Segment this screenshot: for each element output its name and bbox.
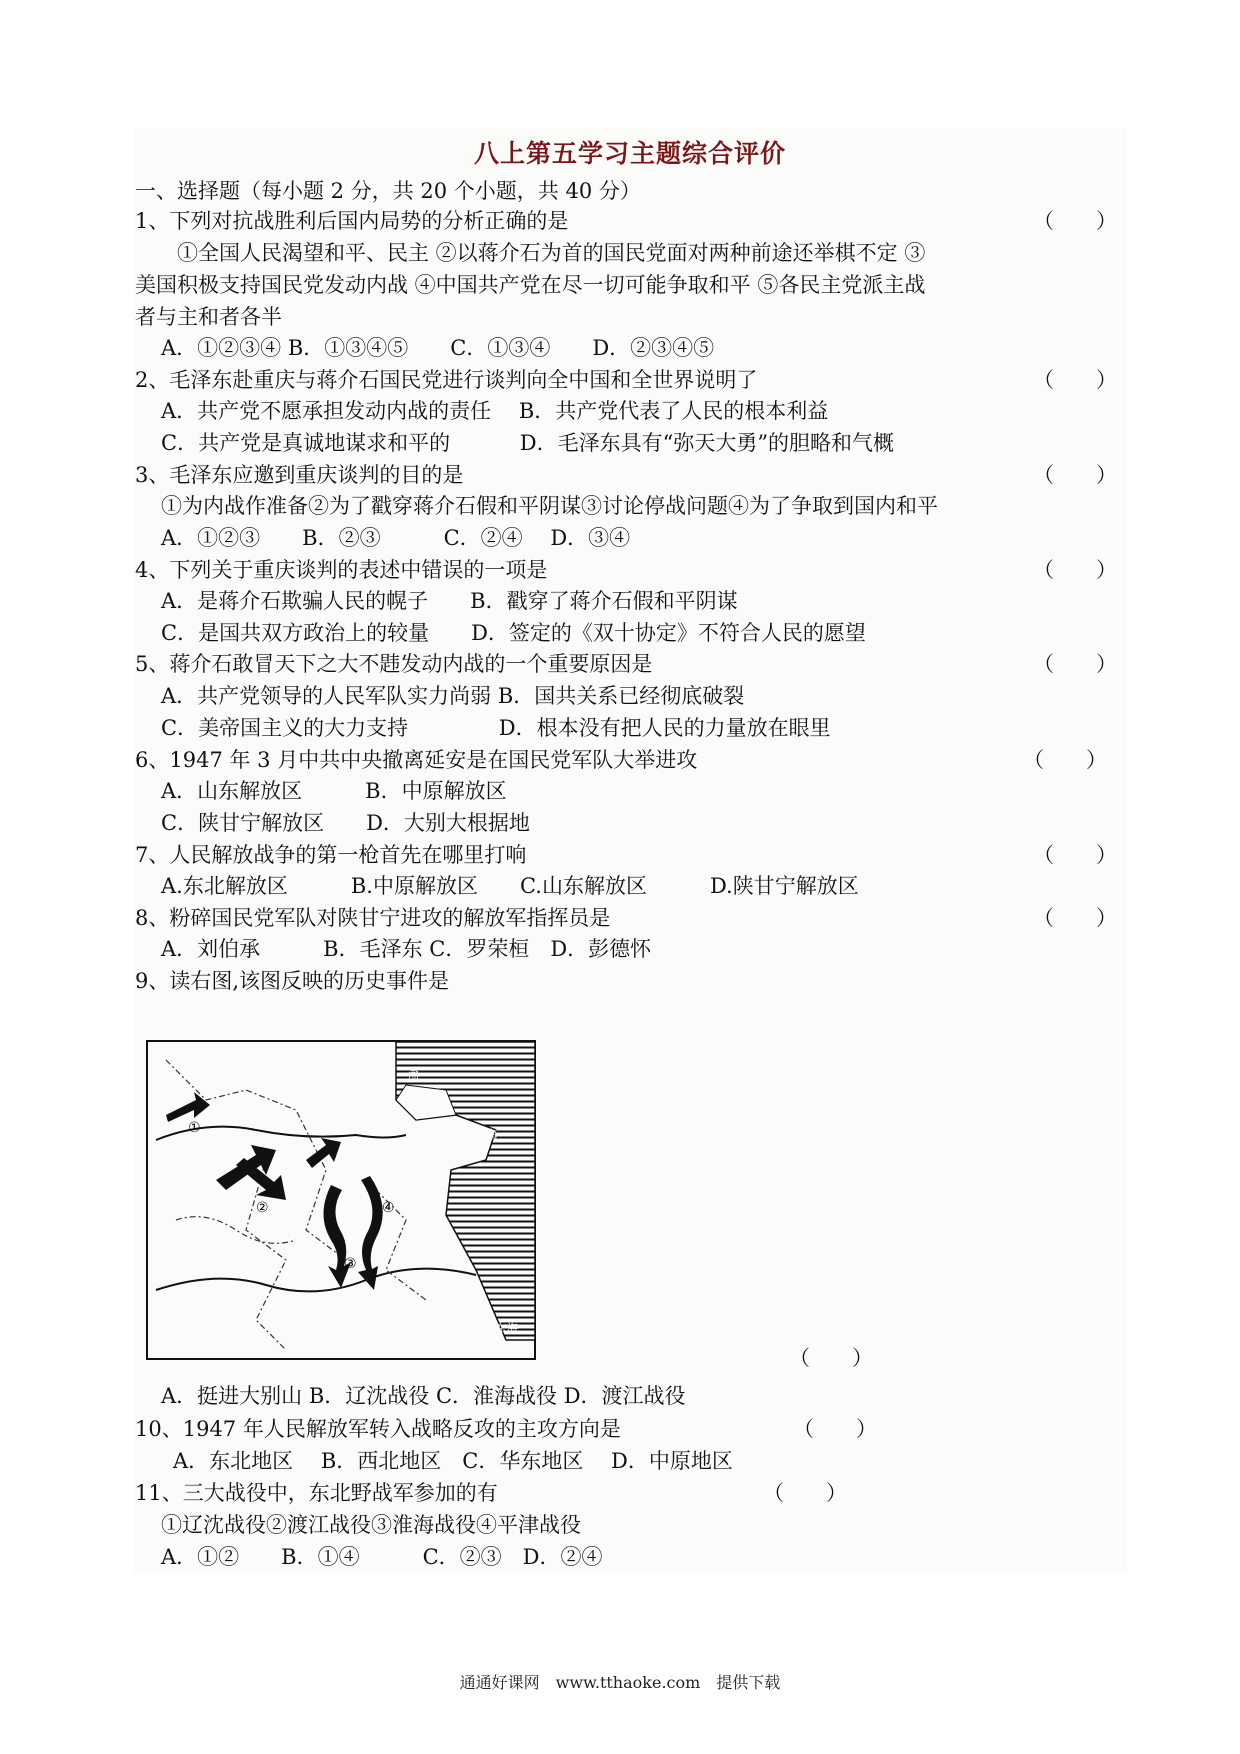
q5-option-ab: A．共产党领导的人民军队实力尚弱 B．国共关系已经彻底破裂 (161, 684, 745, 708)
q11-stem: 11、三大战役中，东北野战军参加的有 (135, 1481, 498, 1505)
q5-option-cd: C．美帝国主义的大力支持 D．根本没有把人民的力量放在眼里 (161, 716, 831, 740)
q1-options: A．①②③④ B．①③④⑤ C．①③④ D．②③④⑤ (161, 336, 715, 360)
q2-option-ab: A．共产党不愿承担发动内战的责任 B．共产党代表了人民的根本利益 (161, 399, 829, 423)
q1-line2: 美国积极支持国民党发动内战 ④中国共产党在尽一切可能争取和平 ⑤各民主党派主战 (135, 273, 926, 297)
q6-option-cd: C．陕甘宁解放区 D．大别大根据地 (161, 811, 530, 835)
map-label-4: ④ (382, 1200, 395, 1216)
q11-line1: ①辽沈战役②渡江战役③淮海战役④平津战役 (161, 1513, 581, 1537)
q7-stem: 7、人民解放战争的第一枪首先在哪里打响 (135, 843, 527, 867)
q4-answer-paren: （ ） (1033, 558, 1117, 582)
map-label-bohai: 渤 (408, 1068, 419, 1081)
q2-answer-paren: （ ） (1033, 368, 1117, 392)
q1-line1: ①全国人民渴望和平、民主 ②以蒋介石为首的国民党面对两种前途还举棋不定 ③ (177, 241, 926, 265)
q8-options: A．刘伯承 B．毛泽东 C．罗荣桓 D．彭德怀 (161, 937, 652, 961)
q10-options: A．东北地区 B．西北地区 C．华东地区 D．中原地区 (173, 1449, 733, 1473)
q5-answer-paren: （ ） (1033, 652, 1117, 676)
q4-option-cd: C．是国共双方政治上的较量 D．签定的《双十协定》不符合人民的愿望 (161, 621, 866, 645)
q9-answer-paren: （ ） (789, 1346, 873, 1370)
q4-option-ab: A．是蒋介石欺骗人民的幌子 B．戳穿了蒋介石假和平阴谋 (161, 589, 738, 613)
map-label-east-sea: 东海 (496, 1322, 518, 1335)
q10-answer-paren: （ ） (793, 1417, 877, 1441)
q6-stem: 6、1947 年 3 月中共中央撤离延安是在国民党军队大举进攻 (135, 748, 698, 772)
q3-stem: 3、毛泽东应邀到重庆谈判的目的是 (135, 463, 464, 487)
map-label-yellow-sea: 黄 海 (472, 1128, 498, 1141)
q4-stem: 4、下列关于重庆谈判的表述中错误的一项是 (135, 558, 548, 582)
q10-stem: 10、1947 年人民解放军转入战略反攻的主攻方向是 (135, 1417, 621, 1441)
q3-options: A．①②③ B．②③ C．②④ D．③④ (161, 526, 631, 550)
q8-stem: 8、粉碎国民党军队对陕甘宁进攻的解放军指挥员是 (135, 906, 611, 930)
q9-stem: 9、读右图,该图反映的历史事件是 (135, 969, 450, 993)
map-label-1: ① (188, 1120, 201, 1136)
map-label-2: ② (256, 1200, 269, 1216)
q6-option-ab: A．山东解放区 B．中原解放区 (161, 779, 507, 803)
q1-line3: 者与主和者各半 (135, 305, 282, 329)
q7-options: A.东北解放区 B.中原解放区 C.山东解放区 D.陕甘宁解放区 (161, 874, 859, 898)
q6-answer-paren: （ ） (1023, 748, 1107, 772)
q2-stem: 2、毛泽东赴重庆与蒋介石国民党进行谈判向全中国和全世界说明了 (135, 368, 758, 392)
q8-answer-paren: （ ） (1033, 906, 1117, 930)
q2-option-cd: C．共产党是真诚地谋求和平的 D．毛泽东具有“弥天大勇”的胆略和气概 (161, 431, 895, 455)
q3-line1: ①为内战作准备②为了戳穿蒋介石假和平阴谋③讨论停战问题④为了争取到国内和平 (161, 494, 938, 518)
q11-options: A．①② B．①④ C．②③ D．②④ (161, 1545, 603, 1569)
page-title: 八上第五学习主题综合评价 (473, 139, 786, 168)
q1-stem: 1、下列对抗战胜利后国内局势的分析正确的是 (135, 209, 569, 233)
q3-answer-paren: （ ） (1033, 463, 1117, 487)
q11-answer-paren: （ ） (763, 1481, 847, 1505)
q7-answer-paren: （ ） (1033, 843, 1117, 867)
map-label-3: ③ (344, 1256, 357, 1272)
q1-answer-paren: （ ） (1033, 209, 1117, 233)
q9-battle-map (146, 1040, 536, 1360)
q5-stem: 5、蒋介石敢冒天下之大不韪发动内战的一个重要原因是 (135, 652, 653, 676)
q9-options: A．挺进大别山 B．辽沈战役 C．淮海战役 D．渡江战役 (161, 1384, 686, 1408)
page-footer: 通通好课网 www.tthaoke.com 提供下载 (459, 1673, 781, 1692)
section-heading: 一、选择题（每小题 2 分，共 20 个小题，共 40 分） (135, 179, 641, 203)
